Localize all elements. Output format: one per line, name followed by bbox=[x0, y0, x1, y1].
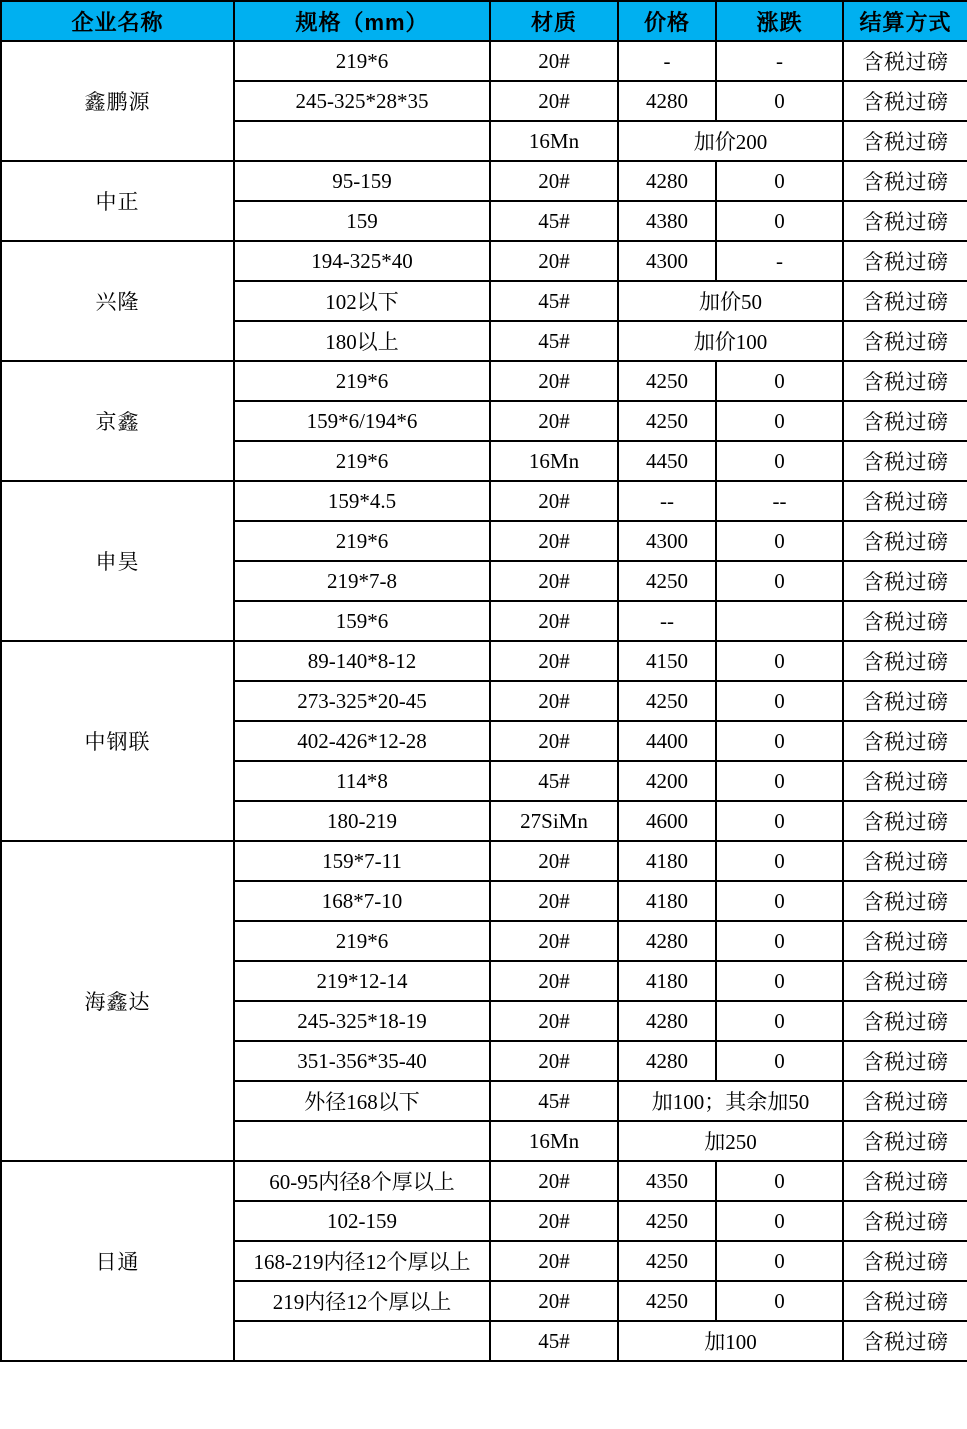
settlement-cell: 含税过磅 bbox=[843, 1321, 967, 1361]
settlement-cell: 含税过磅 bbox=[843, 561, 967, 601]
table-row bbox=[1, 241, 967, 281]
material-cell: 20# bbox=[490, 81, 618, 121]
settlement-cell: 含税过磅 bbox=[843, 761, 967, 801]
settlement-cell: 含税过磅 bbox=[843, 721, 967, 761]
material-cell: 20# bbox=[490, 41, 618, 81]
settlement-cell: 含税过磅 bbox=[843, 441, 967, 481]
price-cell: 4400 bbox=[618, 721, 716, 761]
change-cell: 0 bbox=[716, 1281, 843, 1321]
change-cell: 0 bbox=[716, 81, 843, 121]
spec-cell: 168*7-10 bbox=[234, 881, 490, 921]
material-cell: 20# bbox=[490, 161, 618, 201]
change-cell: 0 bbox=[716, 401, 843, 441]
price-cell: 4280 bbox=[618, 921, 716, 961]
change-cell: 0 bbox=[716, 1001, 843, 1041]
price-cell: 4350 bbox=[618, 1161, 716, 1201]
material-cell: 20# bbox=[490, 921, 618, 961]
table-header bbox=[1, 1, 967, 41]
material-cell: 45# bbox=[490, 761, 618, 801]
price-cell: 4250 bbox=[618, 561, 716, 601]
change-cell: 0 bbox=[716, 961, 843, 1001]
price-cell: 4250 bbox=[618, 681, 716, 721]
change-cell: 0 bbox=[716, 1201, 843, 1241]
material-cell: 20# bbox=[490, 601, 618, 641]
material-cell: 20# bbox=[490, 1281, 618, 1321]
material-cell: 45# bbox=[490, 1081, 618, 1121]
settlement-cell: 含税过磅 bbox=[843, 241, 967, 281]
settlement-cell: 含税过磅 bbox=[843, 1241, 967, 1281]
change-cell: - bbox=[716, 241, 843, 281]
change-cell bbox=[716, 601, 843, 641]
header-row bbox=[1, 1, 967, 41]
price-cell: 4280 bbox=[618, 81, 716, 121]
spec-cell: 351-356*35-40 bbox=[234, 1041, 490, 1081]
change-cell: 0 bbox=[716, 801, 843, 841]
spec-cell: 114*8 bbox=[234, 761, 490, 801]
spec-cell bbox=[234, 1121, 490, 1161]
settlement-cell: 含税过磅 bbox=[843, 161, 967, 201]
price-cell: 4300 bbox=[618, 521, 716, 561]
spec-cell: 219内径12个厚以上 bbox=[234, 1281, 490, 1321]
spec-cell: 219*6 bbox=[234, 521, 490, 561]
change-cell: 0 bbox=[716, 681, 843, 721]
change-cell: 0 bbox=[716, 441, 843, 481]
price-cell: 4280 bbox=[618, 1001, 716, 1041]
price-cell: 4600 bbox=[618, 801, 716, 841]
material-cell: 16Mn bbox=[490, 441, 618, 481]
settlement-cell: 含税过磅 bbox=[843, 1201, 967, 1241]
change-cell: 0 bbox=[716, 881, 843, 921]
column-header-price: 价格 bbox=[618, 1, 716, 41]
material-cell: 20# bbox=[490, 881, 618, 921]
material-cell: 16Mn bbox=[490, 121, 618, 161]
price-change-merged-cell: 加价100 bbox=[618, 321, 843, 361]
change-cell: 0 bbox=[716, 161, 843, 201]
change-cell: -- bbox=[716, 481, 843, 521]
spec-cell: 273-325*20-45 bbox=[234, 681, 490, 721]
settlement-cell: 含税过磅 bbox=[843, 1081, 967, 1121]
spec-cell: 402-426*12-28 bbox=[234, 721, 490, 761]
material-cell: 20# bbox=[490, 1241, 618, 1281]
change-cell: 0 bbox=[716, 1241, 843, 1281]
settlement-cell: 含税过磅 bbox=[843, 681, 967, 721]
column-header-spec: 规格（mm） bbox=[234, 1, 490, 41]
spec-cell: 219*6 bbox=[234, 361, 490, 401]
price-cell: 4280 bbox=[618, 161, 716, 201]
change-cell: 0 bbox=[716, 841, 843, 881]
price-cell: 4450 bbox=[618, 441, 716, 481]
company-cell: 申昊 bbox=[1, 481, 234, 641]
table-row bbox=[1, 161, 967, 201]
material-cell: 27SiMn bbox=[490, 801, 618, 841]
change-cell: 0 bbox=[716, 201, 843, 241]
price-change-merged-cell: 加价50 bbox=[618, 281, 843, 321]
spec-cell: 159*6 bbox=[234, 601, 490, 641]
change-cell: 0 bbox=[716, 641, 843, 681]
company-cell: 日通 bbox=[1, 1161, 234, 1361]
price-cell: 4180 bbox=[618, 841, 716, 881]
settlement-cell: 含税过磅 bbox=[843, 321, 967, 361]
table-row bbox=[1, 641, 967, 681]
spec-cell: 159*7-11 bbox=[234, 841, 490, 881]
table-row bbox=[1, 361, 967, 401]
company-cell: 兴隆 bbox=[1, 241, 234, 361]
spec-cell: 219*7-8 bbox=[234, 561, 490, 601]
change-cell: 0 bbox=[716, 361, 843, 401]
spec-cell: 168-219内径12个厚以上 bbox=[234, 1241, 490, 1281]
settlement-cell: 含税过磅 bbox=[843, 841, 967, 881]
spec-cell: 180以上 bbox=[234, 321, 490, 361]
settlement-cell: 含税过磅 bbox=[843, 881, 967, 921]
change-cell: 0 bbox=[716, 1161, 843, 1201]
spec-cell: 60-95内径8个厚以上 bbox=[234, 1161, 490, 1201]
change-cell: 0 bbox=[716, 1041, 843, 1081]
spec-cell: 219*6 bbox=[234, 921, 490, 961]
company-cell: 中正 bbox=[1, 161, 234, 241]
table-row bbox=[1, 841, 967, 881]
company-cell: 海鑫达 bbox=[1, 841, 234, 1161]
material-cell: 45# bbox=[490, 201, 618, 241]
settlement-cell: 含税过磅 bbox=[843, 521, 967, 561]
material-cell: 20# bbox=[490, 241, 618, 281]
spec-cell: 95-159 bbox=[234, 161, 490, 201]
material-cell: 45# bbox=[490, 281, 618, 321]
price-change-merged-cell: 加100 bbox=[618, 1321, 843, 1361]
material-cell: 16Mn bbox=[490, 1121, 618, 1161]
settlement-cell: 含税过磅 bbox=[843, 1041, 967, 1081]
spec-cell: 245-325*18-19 bbox=[234, 1001, 490, 1041]
spec-cell: 219*12-14 bbox=[234, 961, 490, 1001]
material-cell: 20# bbox=[490, 561, 618, 601]
spec-cell: 180-219 bbox=[234, 801, 490, 841]
spec-cell: 102以下 bbox=[234, 281, 490, 321]
spec-cell bbox=[234, 121, 490, 161]
settlement-cell: 含税过磅 bbox=[843, 1161, 967, 1201]
material-cell: 20# bbox=[490, 401, 618, 441]
price-cell: 4380 bbox=[618, 201, 716, 241]
change-cell: 0 bbox=[716, 921, 843, 961]
spec-cell: 外径168以下 bbox=[234, 1081, 490, 1121]
spec-cell: 159 bbox=[234, 201, 490, 241]
price-cell: 4180 bbox=[618, 881, 716, 921]
spec-cell: 102-159 bbox=[234, 1201, 490, 1241]
column-header-settlement: 结算方式 bbox=[843, 1, 967, 41]
material-cell: 20# bbox=[490, 841, 618, 881]
settlement-cell: 含税过磅 bbox=[843, 81, 967, 121]
price-cell: 4180 bbox=[618, 961, 716, 1001]
settlement-cell: 含税过磅 bbox=[843, 401, 967, 441]
material-cell: 20# bbox=[490, 521, 618, 561]
spec-cell: 89-140*8-12 bbox=[234, 641, 490, 681]
settlement-cell: 含税过磅 bbox=[843, 361, 967, 401]
settlement-cell: 含税过磅 bbox=[843, 1001, 967, 1041]
price-cell: 4250 bbox=[618, 361, 716, 401]
settlement-cell: 含税过磅 bbox=[843, 961, 967, 1001]
settlement-cell: 含税过磅 bbox=[843, 121, 967, 161]
material-cell: 20# bbox=[490, 1161, 618, 1201]
company-cell: 中钢联 bbox=[1, 641, 234, 841]
table-row bbox=[1, 481, 967, 521]
price-cell: 4300 bbox=[618, 241, 716, 281]
settlement-cell: 含税过磅 bbox=[843, 921, 967, 961]
settlement-cell: 含税过磅 bbox=[843, 481, 967, 521]
table-row bbox=[1, 41, 967, 81]
price-cell: 4280 bbox=[618, 1041, 716, 1081]
price-cell: 4250 bbox=[618, 401, 716, 441]
price-cell: 4150 bbox=[618, 641, 716, 681]
column-header-material: 材质 bbox=[490, 1, 618, 41]
material-cell: 20# bbox=[490, 721, 618, 761]
column-header-change: 涨跌 bbox=[716, 1, 843, 41]
column-header-company: 企业名称 bbox=[1, 1, 234, 41]
price-change-merged-cell: 加250 bbox=[618, 1121, 843, 1161]
spec-cell: 194-325*40 bbox=[234, 241, 490, 281]
spec-cell: 219*6 bbox=[234, 441, 490, 481]
change-cell: 0 bbox=[716, 521, 843, 561]
material-cell: 45# bbox=[490, 321, 618, 361]
material-cell: 20# bbox=[490, 961, 618, 1001]
settlement-cell: 含税过磅 bbox=[843, 801, 967, 841]
price-cell: 4250 bbox=[618, 1281, 716, 1321]
spec-cell bbox=[234, 1321, 490, 1361]
settlement-cell: 含税过磅 bbox=[843, 601, 967, 641]
table-row bbox=[1, 1161, 967, 1201]
price-cell: - bbox=[618, 41, 716, 81]
price-cell: 4250 bbox=[618, 1241, 716, 1281]
company-cell: 鑫鹏源 bbox=[1, 41, 234, 161]
table-body bbox=[1, 41, 967, 1361]
spec-cell: 159*6/194*6 bbox=[234, 401, 490, 441]
price-cell: -- bbox=[618, 481, 716, 521]
material-cell: 20# bbox=[490, 1041, 618, 1081]
change-cell: - bbox=[716, 41, 843, 81]
material-cell: 20# bbox=[490, 481, 618, 521]
settlement-cell: 含税过磅 bbox=[843, 41, 967, 81]
price-cell: 4200 bbox=[618, 761, 716, 801]
spec-cell: 219*6 bbox=[234, 41, 490, 81]
price-change-merged-cell: 加100；其余加50 bbox=[618, 1081, 843, 1121]
settlement-cell: 含税过磅 bbox=[843, 1281, 967, 1321]
settlement-cell: 含税过磅 bbox=[843, 281, 967, 321]
price-cell: -- bbox=[618, 601, 716, 641]
material-cell: 45# bbox=[490, 1321, 618, 1361]
settlement-cell: 含税过磅 bbox=[843, 201, 967, 241]
change-cell: 0 bbox=[716, 561, 843, 601]
spec-cell: 245-325*28*35 bbox=[234, 81, 490, 121]
spec-cell: 159*4.5 bbox=[234, 481, 490, 521]
settlement-cell: 含税过磅 bbox=[843, 1121, 967, 1161]
material-cell: 20# bbox=[490, 361, 618, 401]
material-cell: 20# bbox=[490, 641, 618, 681]
material-cell: 20# bbox=[490, 1201, 618, 1241]
material-cell: 20# bbox=[490, 681, 618, 721]
price-change-merged-cell: 加价200 bbox=[618, 121, 843, 161]
change-cell: 0 bbox=[716, 721, 843, 761]
price-cell: 4250 bbox=[618, 1201, 716, 1241]
settlement-cell: 含税过磅 bbox=[843, 641, 967, 681]
company-cell: 京鑫 bbox=[1, 361, 234, 481]
change-cell: 0 bbox=[716, 761, 843, 801]
material-cell: 20# bbox=[490, 1001, 618, 1041]
